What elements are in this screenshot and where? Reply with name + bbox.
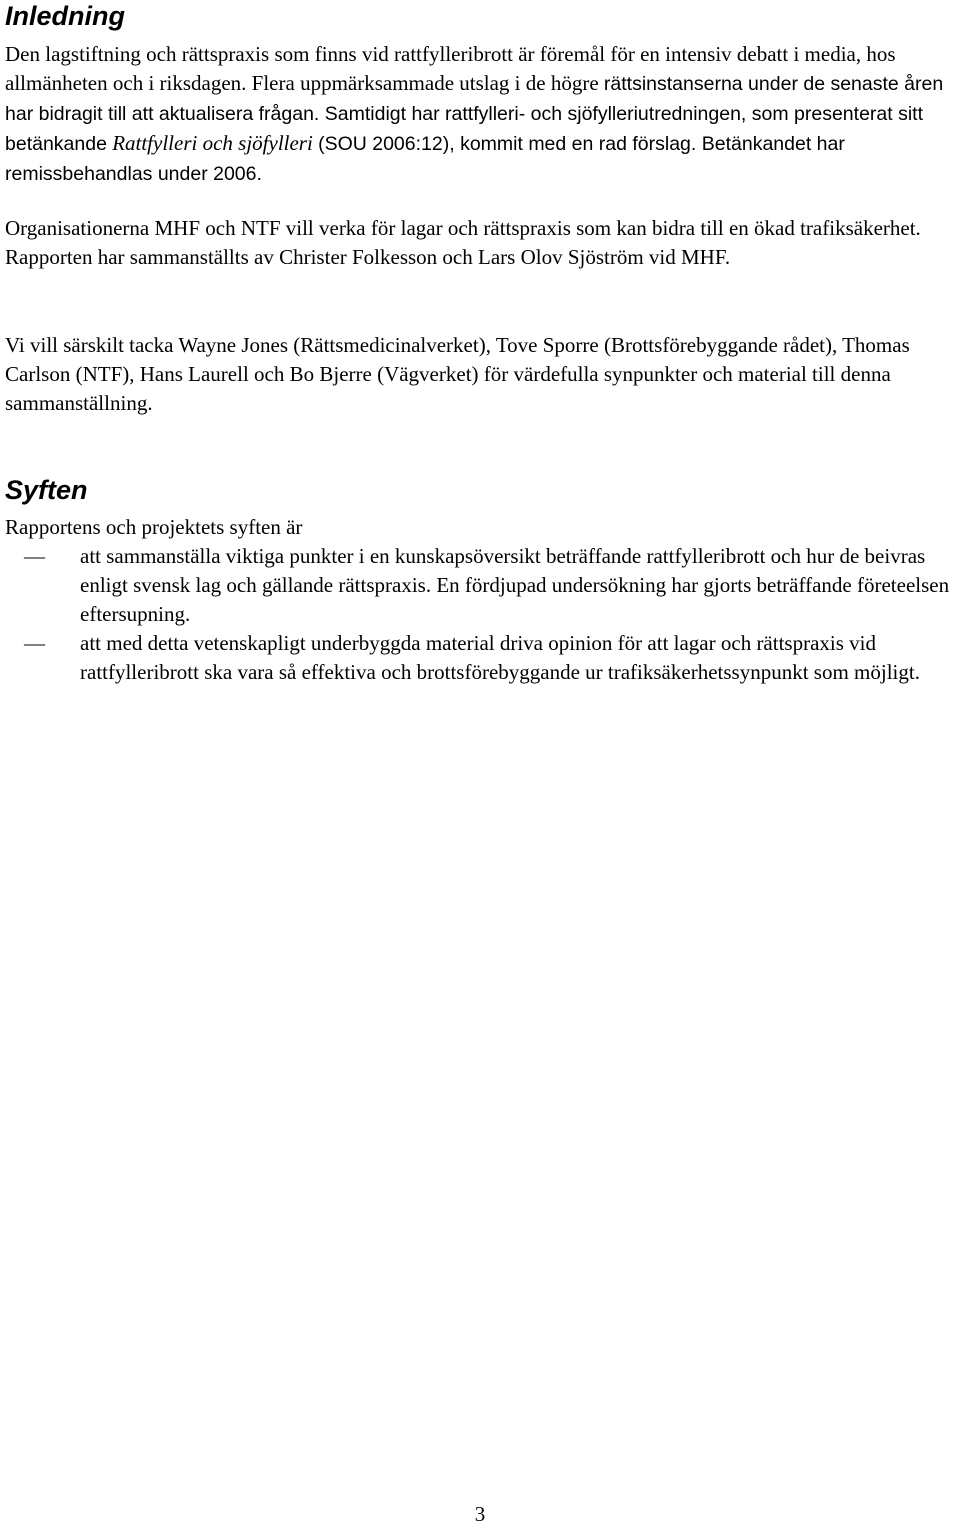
intro-text-part-2: rättsinstanserna under de senaste åren har bidragit till att aktualisera frågan. Samtidigt har rattfylleri- och sjöfylleriutredningen, som presenterat sitt betänkande bbox=[5, 73, 944, 155]
dash-bullet-icon: — bbox=[24, 631, 45, 655]
list-item-text: att med detta vetenskapligt underbyggda material driva opinion för att lagar och rättspraxis vid rattfylleribrott ska vara så effektiva och brottsförebyggande ur trafiksäkerhetssynpunkt som möjligt. bbox=[80, 631, 920, 684]
report-title-italic: Rattfylleri och sjöfylleri bbox=[112, 131, 313, 155]
organisations-text-part-1: Organisationerna MHF och NTF vill verka för lagar och rättspraxis som kan bidra till en ökad bbox=[5, 216, 795, 240]
list-item bbox=[5, 629, 960, 687]
purpose-list bbox=[5, 542, 960, 687]
list-item-text: att sammanställa viktiga punkter i en kunskapsöversikt beträffande rattfylleribrott och hur de beivras enligt svensk lag och gällande rättspraxis. En fördjupad undersökning har gjorts beträffande företeelsen eftersupning. bbox=[80, 544, 950, 626]
section-heading-inledning: Inledning bbox=[5, 1, 125, 31]
intro-paragraph bbox=[5, 40, 960, 189]
acknowledgements-paragraph: Vi vill särskilt tacka Wayne Jones (Rättsmedicinalverket), Tove Sporre (Brottsförebyggande rådet), Thomas Carlson (NTF), Hans Laurell och Bo Bjerre (Vägverket) för värdefulla synpunkter och material till denna sammanställning. bbox=[5, 333, 910, 415]
intro-text-part-1: Den lagstiftning och rättspraxis som finns vid rattfylleribrott är föremål för en intensiv debatt i media, hos allmänheten och i riksdagen. Flera uppmärksammade utslag i de högre bbox=[5, 42, 896, 95]
organisations-text-part-2: trafiksäkerhet. Rapporten har sammanställts av Christer Folkesson och Lars Olov Sjöström vid MHF. bbox=[5, 216, 921, 269]
organisations-paragraph bbox=[5, 214, 960, 272]
intro-text-part-3: (SOU 2006:12), kommit med en rad förslag. Betänkandet har remissbehandlas under 2006. bbox=[5, 133, 845, 185]
page-number: 3 bbox=[474, 1502, 486, 1526]
section-heading-syften: Syften bbox=[5, 475, 88, 505]
dash-bullet-icon: — bbox=[24, 544, 45, 568]
purpose-intro: Rapportens och projektets syften är bbox=[5, 515, 303, 539]
list-item bbox=[5, 542, 960, 629]
